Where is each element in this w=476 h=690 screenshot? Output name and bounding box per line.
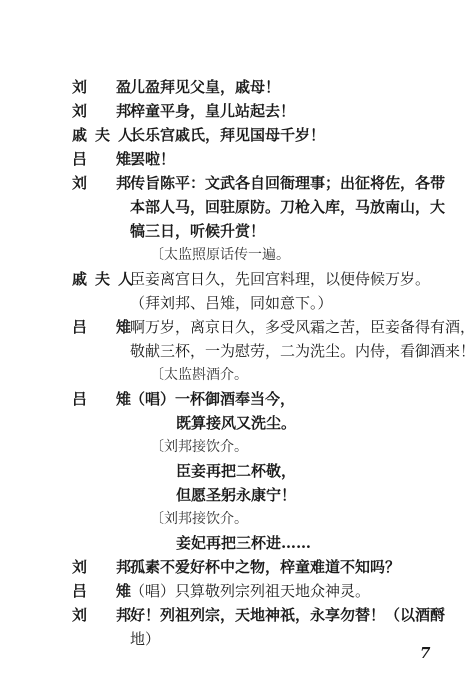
dialog-line: 啊万岁，离京日久，多受风霜之苦，臣妾备得有酒， [130, 318, 476, 336]
sung-line: 臣妾再把二杯敬， [176, 462, 297, 480]
dialog-line: 罢啦！ [130, 150, 176, 168]
speaker-surname: 刘 [72, 78, 88, 96]
stage-direction: 〔太监照原话传一遍。 [150, 247, 290, 263]
dialog-line: 传旨陈平：文武各自回衙理事；出征将佐，各带 [130, 174, 446, 192]
dialog-line: 臣妾离宫日久，先回宫料理，以便侍候万岁。 [130, 270, 431, 288]
dialog-line: 好！列祖列宗，天地神祇，永享勿替！（以酒酹 [130, 606, 446, 624]
speaker-given: 雉 [116, 390, 132, 408]
stage-direction: 〔太监斟酒介。 [150, 367, 248, 383]
sung-line: 既算接风又洗尘。 [176, 414, 297, 432]
dialog-line: 儿盈拜见父皇，戚母！ [130, 78, 281, 96]
speaker-given: 雉 [116, 150, 132, 168]
speaker-surname: 吕 [72, 150, 88, 168]
speaker-surname: 吕 [72, 318, 88, 336]
dialog-continuation: 犒三日，听候升赏！ [130, 222, 266, 240]
dialog-continuation: 地） [130, 630, 161, 648]
dialog-continuation: 敬献三杯，一为慰劳，二为洗尘。内侍，看御酒来！ [130, 342, 476, 360]
dialog-line: 孤素不爱好杯中之物，梓童难道不知吗？ [130, 558, 401, 576]
dialog-line: 长乐宫戚氏，拜见国母千岁！ [130, 126, 326, 144]
sung-line: （唱）只算敬列宗列祖天地众神灵。 [130, 582, 371, 600]
dialog-line: 梓童平身，皇儿站起去！ [130, 102, 296, 120]
speaker-surname: 吕 [72, 582, 88, 600]
speaker-given: 邦 [116, 102, 132, 120]
speaker-surname: 刘 [72, 558, 88, 576]
sung-line: （唱）一杯御酒奉当今， [130, 390, 296, 408]
speaker-surname: 刘 [72, 606, 88, 624]
page-number: 7 [420, 644, 431, 662]
speaker-given: 雉 [116, 582, 132, 600]
speaker-given: 雉 [116, 318, 132, 336]
speaker-given: 盈 [116, 78, 132, 96]
stage-direction: 〔刘邦接饮介。 [150, 511, 248, 527]
speaker-given: 邦 [116, 606, 132, 624]
stage-direction: 〔刘邦接饮介。 [150, 439, 248, 455]
speaker-name: 戚夫人 [72, 270, 142, 288]
speaker-surname: 吕 [72, 390, 88, 408]
stage-direction: （拜刘邦、吕雉，同如意下。） [130, 294, 333, 312]
speaker-name: 戚夫人 [72, 126, 142, 144]
dialog-continuation: 本部人马，回驻原防。刀枪入库，马放南山，大 [130, 198, 446, 216]
sung-line: 妾妃再把三杯进…… [176, 534, 312, 552]
speaker-surname: 刘 [72, 102, 88, 120]
speaker-surname: 刘 [72, 174, 88, 192]
speaker-given: 邦 [116, 174, 132, 192]
sung-line: 但愿圣躬永康宁！ [176, 486, 297, 504]
speaker-given: 邦 [116, 558, 132, 576]
